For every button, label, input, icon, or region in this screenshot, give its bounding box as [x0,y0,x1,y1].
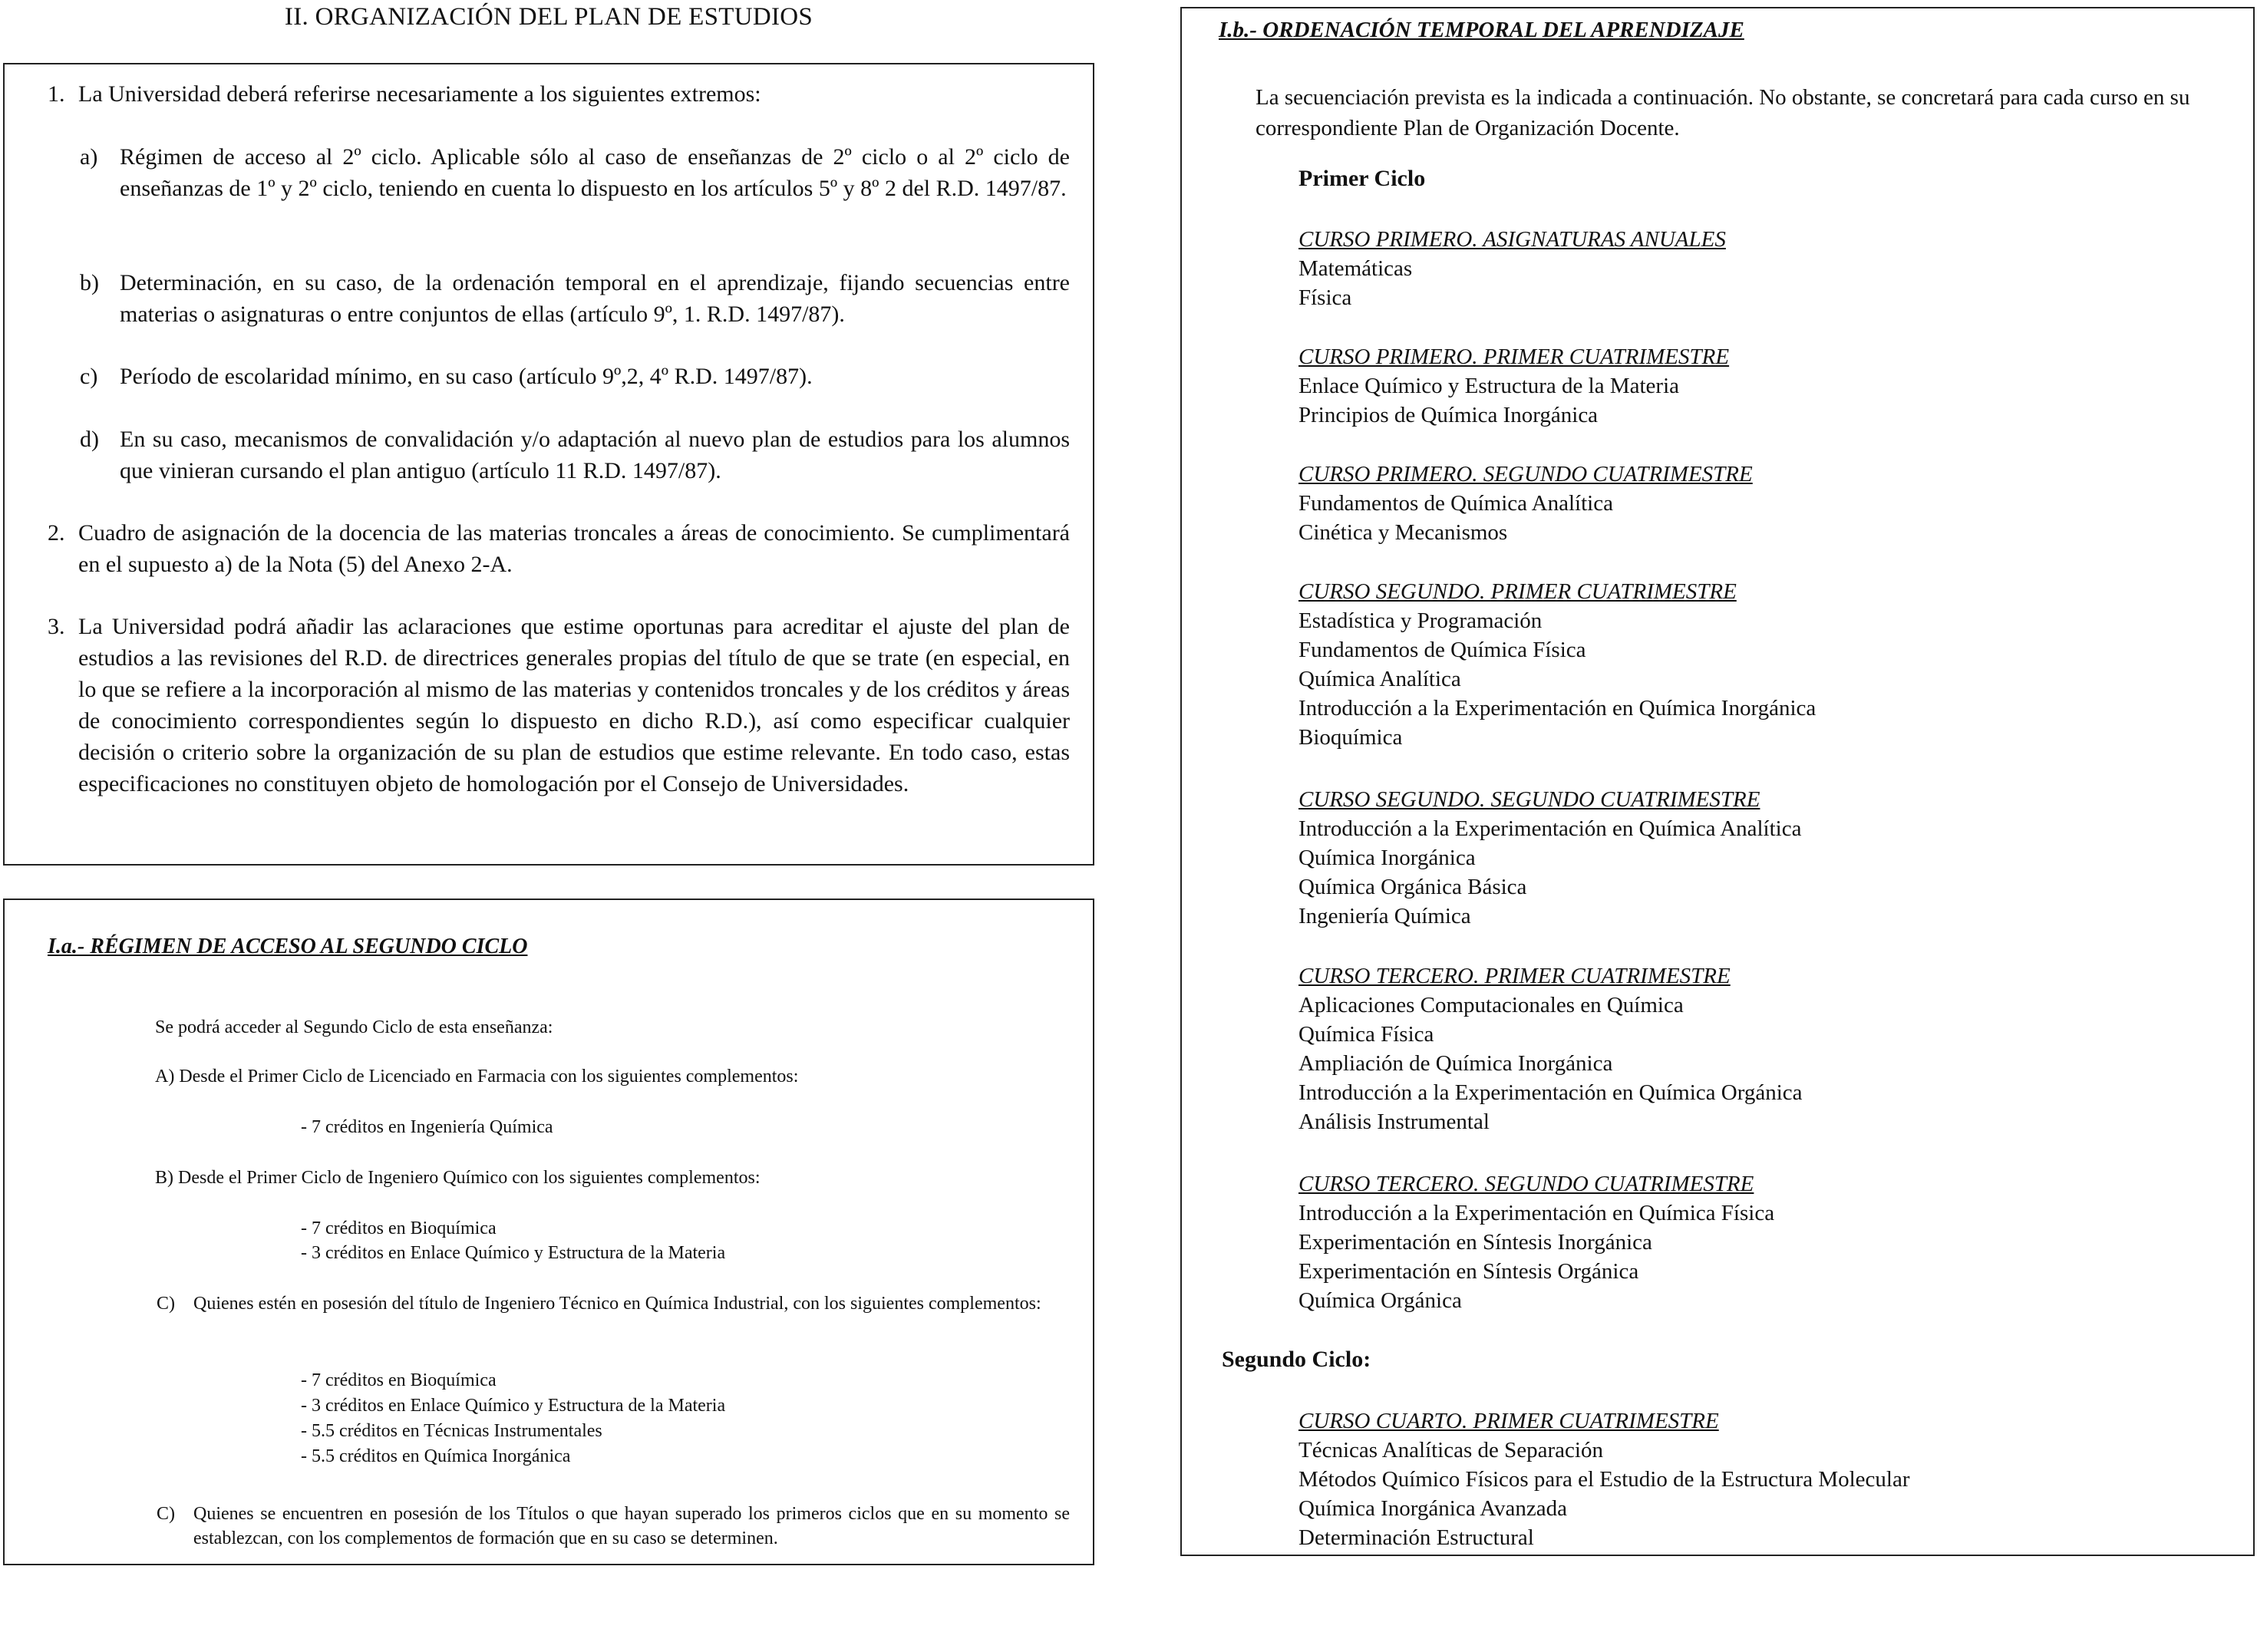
course-title: CURSO PRIMERO. PRIMER CUATRIMESTRE [1298,345,1730,369]
requirement-item-1 [48,78,1070,110]
section-heading: I.a.- RÉGIMEN DE ACCESO AL SEGUNDO CICLO [48,935,528,958]
access-complement: - 3 créditos en Enlace Químico y Estructura de la Materia [301,1396,726,1416]
item-text: La Universidad deberá referirse necesariamente a los siguientes extremos: [78,81,761,107]
course-subject: Química Física [1298,1022,1434,1047]
course-title: CURSO PRIMERO. SEGUNDO CUATRIMESTRE [1298,462,1753,486]
subitem-label: c) [80,364,98,389]
course-block [1298,577,2219,752]
course-title: CURSO SEGUNDO. PRIMER CUATRIMESTRE [1298,579,1737,604]
course-subject: Métodos Químico Físicos para el Estudio de la Estructura Molecular [1298,1467,1910,1492]
course-subject: Introducción a la Experimentación en Química Física [1298,1201,1775,1225]
subitem-label: a) [80,144,98,170]
subitem-text: Período de escolaridad mínimo, en su caso (artículo 9º,2, 4º R.D. 1497/87). [120,364,813,389]
course-title: CURSO PRIMERO. ASIGNATURAS ANUALES [1298,227,1726,252]
course-subject: Determinación Estructural [1298,1525,1534,1550]
course-subject: Química Inorgánica Avanzada [1298,1496,1567,1521]
item-number: 1. [48,81,65,107]
course-subject: Experimentación en Síntesis Inorgánica [1298,1230,1652,1255]
course-subject: Ampliación de Química Inorgánica [1298,1051,1613,1076]
requirement-subitem-b [80,267,1070,330]
item-number: 2. [48,520,65,546]
item-text: Cuadro de asignación de la docencia de las materias troncales a áreas de conocimiento. Se cumplimentará en el supuesto a) de la Nota (5) del Anexo 2-A. [78,520,1070,577]
course-subject: Técnicas Analíticas de Separación [1298,1438,1603,1462]
course-subject: Fundamentos de Química Analítica [1298,491,1613,516]
course-subject: Bioquímica [1298,725,1403,750]
temporal-order-box [1180,7,2255,1556]
subitem-label: d) [80,427,99,452]
option-text: Quienes se encuentren en posesión de los Títulos o que hayan superado los primeros ciclos que en su momento se establezcan, con los complementos de formación que en su caso se determinen. [193,1504,1070,1548]
course-block [1298,342,2219,430]
course-block [1298,961,2219,1136]
course-subject: Química Orgánica [1298,1288,1462,1313]
course-block [1298,460,2219,547]
course-title: CURSO TERCERO. SEGUNDO CUATRIMESTRE [1298,1172,1754,1196]
course-block [1298,1406,2219,1552]
access-option-c [157,1291,1070,1316]
course-subject: Aplicaciones Computacionales en Química [1298,993,1684,1017]
course-block [1298,225,2219,312]
course-title: CURSO TERCERO. PRIMER CUATRIMESTRE [1298,964,1731,988]
access-intro: Se podrá acceder al Segundo Ciclo de esta enseñanza: [155,1017,553,1037]
subitem-label: b) [80,270,99,295]
access-complement: - 3 créditos en Enlace Químico y Estructura de la Materia [301,1243,726,1263]
subitem-text: Régimen de acceso al 2º ciclo. Aplicable sólo al caso de enseñanzas de 2º ciclo o al 2º ciclo de enseñanzas de 1º y 2º ciclo, teniendo en cuenta lo dispuesto en los artículos 5º y 8º 2 del R.D. 1497/87. [120,144,1070,201]
subitem-text: Determinación, en su caso, de la ordenación temporal en el aprendizaje, fijando secuencias entre materias o asignaturas o entre conjuntos de ellas (artículo 9º, 1. R.D. 1497/87). [120,270,1070,327]
item-text: La Universidad podrá añadir las aclaraciones que estime oportunas para acreditar el ajuste del plan de estudios a las revisiones del R.D. de directrices generales propias del título de que se trate (en especial, en lo que se refiere a la incorporación al mismo de las materias y contenidos troncales y de los créditos y áreas de conocimiento correspondientes según lo dispuesto en dicho R.D.), así como especificar cualquier decisión o criterio sobre la organización de su plan de estudios que estime relevante. En todo caso, estas especificaciones no constituyen objeto de homologación por el Consejo de Universidades. [78,614,1070,796]
requirement-subitem-a [80,141,1070,204]
course-subject: Experimentación en Síntesis Orgánica [1298,1259,1639,1284]
access-option-a: A) Desde el Primer Ciclo de Licenciado en Farmacia con los siguientes complementos: [155,1067,799,1086]
course-title: CURSO CUARTO. PRIMER CUATRIMESTRE [1298,1409,1719,1433]
cycle-title-first: Primer Ciclo [1298,166,1426,191]
course-subject: Enlace Químico y Estructura de la Materia [1298,374,1680,398]
course-subject: Estadística y Programación [1298,608,1543,633]
course-subject: Principios de Química Inorgánica [1298,403,1599,427]
course-block [1298,1169,2219,1315]
course-subject: Cinética y Mecanismos [1298,520,1508,545]
page-title: II. ORGANIZACIÓN DEL PLAN DE ESTUDIOS [284,3,813,31]
access-complement: - 5.5 créditos en Química Inorgánica [301,1446,571,1466]
course-subject: Introducción a la Experimentación en Química Orgánica [1298,1080,1803,1105]
subitem-text: En su caso, mecanismos de convalidación y/o adaptación al nuevo plan de estudios para los alumnos que vinieran cursando el plan antiguo (artículo 11 R.D. 1497/87). [120,427,1070,483]
requirement-item-2 [48,517,1070,580]
access-complement: - 7 créditos en Ingeniería Química [301,1117,553,1137]
course-subject: Fundamentos de Química Física [1298,638,1586,662]
option-text: Quienes estén en posesión del título de Ingeniero Técnico en Química Industrial, con los siguientes complementos: [193,1294,1041,1314]
course-block [1298,785,2219,931]
access-complement: - 7 créditos en Bioquímica [301,1370,497,1390]
course-subject: Introducción a la Experimentación en Química Inorgánica [1298,696,1816,720]
course-subject: Análisis Instrumental [1298,1110,1490,1134]
requirement-subitem-c [80,361,1070,392]
access-option-c-second [157,1502,1070,1551]
access-complement: - 5.5 créditos en Técnicas Instrumentales [301,1421,602,1441]
requirement-subitem-d [80,424,1070,486]
option-label: C) [157,1294,175,1314]
course-title: CURSO SEGUNDO. SEGUNDO CUATRIMESTRE [1298,787,1760,812]
option-label: C) [157,1504,175,1524]
course-subject: Introducción a la Experimentación en Química Analítica [1298,816,1802,841]
course-subject: Química Analítica [1298,667,1461,691]
order-intro: La secuenciación prevista es la indicada a continuación. No obstante, se concretará para cada curso en su correspondiente Plan de Organización Docente. [1256,85,2190,140]
requirement-item-3 [48,611,1070,800]
cycle-title-second: Segundo Ciclo: [1222,1347,1371,1372]
access-complement: - 7 créditos en Bioquímica [301,1218,497,1238]
section-heading: I.b.- ORDENACIÓN TEMPORAL DEL APRENDIZAJE [1219,18,1744,42]
access-regime-box [3,899,1094,1565]
course-subject: Química Inorgánica [1298,846,1476,870]
course-subject: Química Orgánica Básica [1298,875,1527,899]
item-number: 3. [48,614,65,639]
course-subject: Ingeniería Química [1298,904,1471,928]
course-subject: Física [1298,285,1352,310]
requirements-box [3,63,1094,866]
course-subject: Matemáticas [1298,256,1413,281]
access-option-b: B) Desde el Primer Ciclo de Ingeniero Químico con los siguientes complementos: [155,1168,761,1188]
